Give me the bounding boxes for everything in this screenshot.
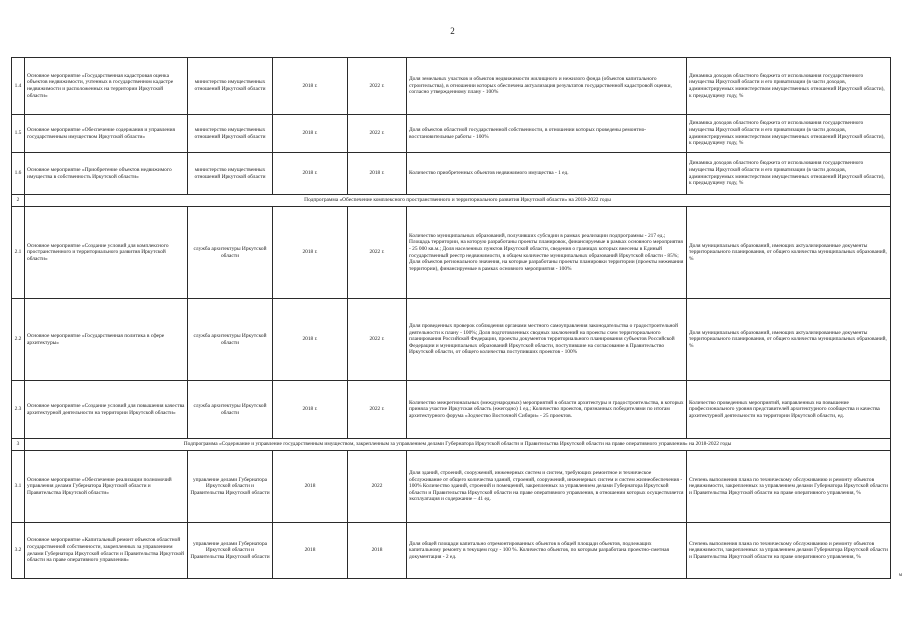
indicators: Доля общей площади капитально отремонтированных объектов в общей площади объектов, подлежащих капитальному ремонту в текущем году - 100 %. Количество объектов, по которым разработана проектно-сметная документация - 2 ед. xyxy=(407,523,687,579)
end-year: 2022 г. xyxy=(348,299,407,381)
table-row xyxy=(12,381,891,439)
executor: министерство имущественных отношений Иркутской области xyxy=(188,115,273,153)
executor: служба архитектуры Иркутской области xyxy=(188,381,273,439)
indicators: Доля земельных участков и объектов недвижимости жилищного и нежилого фонда (объектов капитального строительства), в отношении которых обеспечена актуализация результатов государственной кадастровой оценки, согласно утвержденному плану - 100% xyxy=(407,58,687,115)
executor: министерство имущественных отношений Иркутской области xyxy=(188,58,273,115)
program-activities-table xyxy=(11,57,891,579)
indicators: Доля проведенных проверок соблюдения органами местного самоуправления законодательства о градостроительной деятельности к плану - 100%; Доля подготовленных сводных заключений на проекты схем территориального планирования Российской Федерации, проекты документов территориального планирования субъектов Российской Федерации и муниципальных образований Иркутской области, поступившие на согласование в Правительство Иркутской области, от общего количества поступивших проектов - 100% xyxy=(407,299,687,381)
executor: министерство имущественных отношений Иркутской области xyxy=(188,153,273,195)
start-year: 2018 г. xyxy=(273,115,348,153)
program-indicator: Доля муниципальных образований, имеющих актуализированные документы территориального планирования, от общего количества муниципальных образований, % xyxy=(687,207,891,299)
subprogram-title: Подпрограмма «Обеспечение комплексного пространственного и территориального развития Иркутской области» на 2018-2022 годы xyxy=(25,195,891,207)
executor: служба архитектуры Иркутской области xyxy=(188,299,273,381)
start-year: 2018 г. xyxy=(273,207,348,299)
end-year: 2022 г. xyxy=(348,58,407,115)
row-number: 3.2 xyxy=(12,523,25,579)
table-row xyxy=(12,299,891,381)
row-number: 3.1 xyxy=(12,451,25,523)
executor: управление делами Губернатора Иркутской области и Правительства Иркутской области xyxy=(188,451,273,523)
row-number: 1.5 xyxy=(12,115,25,153)
start-year: 2018 г. xyxy=(273,381,348,439)
page-number: 2 xyxy=(450,26,455,36)
program-indicator: Доля муниципальных образований, имеющих актуализированные документы территориального планирования, от общего количества муниципальных образований, % xyxy=(687,299,891,381)
activity-name: Основное мероприятие «Создание условий для комплексного пространственного и территориального развития Иркутской области» xyxy=(25,207,188,299)
table-row xyxy=(12,153,891,195)
table-row xyxy=(12,207,891,299)
program-indicator: Количество проведенных мероприятий, направленных на повышение профессионального уровня представителей архитектурного сообщества и качества архитектурной деятельности на территории Иркутской области, ед. xyxy=(687,381,891,439)
end-year: 2018 xyxy=(348,523,407,579)
program-indicator: Динамика доходов областного бюджета от использования государственного имущества Иркутской области и его приватизации (в части доходов, администрируемых министерством имущественных отношений Иркутской области), к предыдущему году, % xyxy=(687,153,891,195)
row-number: 3 xyxy=(12,439,25,451)
program-indicator: Динамика доходов областного бюджета от использования государственного имущества Иркутской области и его приватизации (в части доходов, администрируемых министерством имущественных отношений Иркутской области), к предыдущему году, % xyxy=(687,115,891,153)
end-year: 2022 xyxy=(348,451,407,523)
row-number: 1.6 xyxy=(12,153,25,195)
row-number: 2.3 xyxy=(12,381,25,439)
start-year: 2018 г. xyxy=(273,153,348,195)
indicators: Доля зданий, строений, сооружений, инженерных систем и систем, требующих ремонтное и техническое обслуживание от общего количества зданий, строений, сооружений, инженерных систем и систем жизнеобеспечения - 100% Количество зданий, строений и помещений, закрепленных за управлением делами Губернатора Иркутской области и Правительства Иркутской области на праве оперативного управления, в отношении которых осуществляется эксплуатация и содержание – 41 ед. xyxy=(407,451,687,523)
indicators: Количество муниципальных образований, получивших субсидии в рамках реализации подпрограммы - 217 ед.; Площадь территории, на которую разработаны проекты планировок, финансируемые в рамках основного мероприятия - 25 000 кв.м.; Доля населенных пунктов Иркутской области, сведения о границах которых внесены в Единый государственный реестр недвижимости, в общем количестве муниципальных образований Иркутской области - 85%; Доля объектов регионального значения, на которые разработаны проекты планировки территории (проекты межевания территории), финансируемые в рамках основного мероприятия - 100% xyxy=(407,207,687,299)
activity-name: Основное мероприятие «Создание условий для повышения качества архитектурной деятельности на территории Иркутской области» xyxy=(25,381,188,439)
activity-name: Основное мероприятие «Обеспечение реализации полномочий управления делами Губернатора Иркутской области и Правительства Иркутской области» xyxy=(25,451,188,523)
activity-name: Основное мероприятие «Приобретение объектов недвижимого имущества в собственность Иркутской области» xyxy=(25,153,188,195)
subprogram-row xyxy=(12,195,891,207)
margin-mark: м xyxy=(898,573,902,578)
table-row xyxy=(12,451,891,523)
end-year: 2018 г. xyxy=(348,153,407,195)
activity-name: Основное мероприятие «Государственная кадастровая оценка объектов недвижимости, учтенных в государственном кадастре недвижимости и расположенных на территории Иркутской области» xyxy=(25,58,188,115)
row-number: 2.1 xyxy=(12,207,25,299)
start-year: 2018 г. xyxy=(273,299,348,381)
indicators: Доля объектов областной государственной собственности, в отношении которых проведены ремонтно-восстановительные работы - 100% xyxy=(407,115,687,153)
end-year: 2022 г. xyxy=(348,115,407,153)
table-row xyxy=(12,58,891,115)
indicators: Количество приобретенных объектов недвижимого имущества - 1 ед. xyxy=(407,153,687,195)
start-year: 2018 xyxy=(273,523,348,579)
table-row xyxy=(12,115,891,153)
executor: управление делами Губернатора Иркутской области и Правительства Иркутской области xyxy=(188,523,273,579)
activity-name: Основное мероприятие «Обеспечение содержания и управления государственным имуществом Иркутской области» xyxy=(25,115,188,153)
indicators: Количество межрегиональных (международных) мероприятий в области архитектуры и градостроительства, в которых приняла участие Иркутская область (ежегодно) 1 ед.; Количество проектов, признанных победителями по итогам архитектурного форума «Зодчество Восточной Сибири» - 25 проектов. xyxy=(407,381,687,439)
row-number: 2 xyxy=(12,195,25,207)
program-indicator: Степень выполнения плана по техническому обслуживанию и ремонту объектов недвижимости, закрепленных за управлением делами Губернатора Иркутской области и Правительства Иркутской области на праве оперативного управления, % xyxy=(687,523,891,579)
row-number: 1.4 xyxy=(12,58,25,115)
activity-name: Основное мероприятие «Государственная политика в сфере архитектуры» xyxy=(25,299,188,381)
start-year: 2018 г. xyxy=(273,58,348,115)
program-indicator: Динамика доходов областного бюджета от использования государственного имущества Иркутской области и его приватизации (в части доходов, администрируемых министерством имущественных отношений Иркутской области), к предыдущему году, % xyxy=(687,58,891,115)
activity-name: Основное мероприятие «Капитальный ремонт объектов областной государственной собственности, закрепленных за управлением делами Губернатора Иркутской области и Правительства Иркутской области на праве оперативного управления» xyxy=(25,523,188,579)
executor: служба архитектуры Иркутской области xyxy=(188,207,273,299)
end-year: 2022 г. xyxy=(348,381,407,439)
end-year: 2022 г. xyxy=(348,207,407,299)
subprogram-title: Подпрограмма «Содержание и управление государственным имуществом, закрепленным за управлением делами Губернатора Иркутской области и Правительства Иркутской области на праве оперативного управления» на 2018-2022 годы xyxy=(25,439,891,451)
table-row xyxy=(12,523,891,579)
start-year: 2018 xyxy=(273,451,348,523)
program-indicator: Степень выполнения плана по техническому обслуживанию и ремонту объектов недвижимости, закрепленных за управлением делами Губернатора Иркутской области и Правительства Иркутской области на праве оперативного управления, % xyxy=(687,451,891,523)
row-number: 2.2 xyxy=(12,299,25,381)
subprogram-row xyxy=(12,439,891,451)
